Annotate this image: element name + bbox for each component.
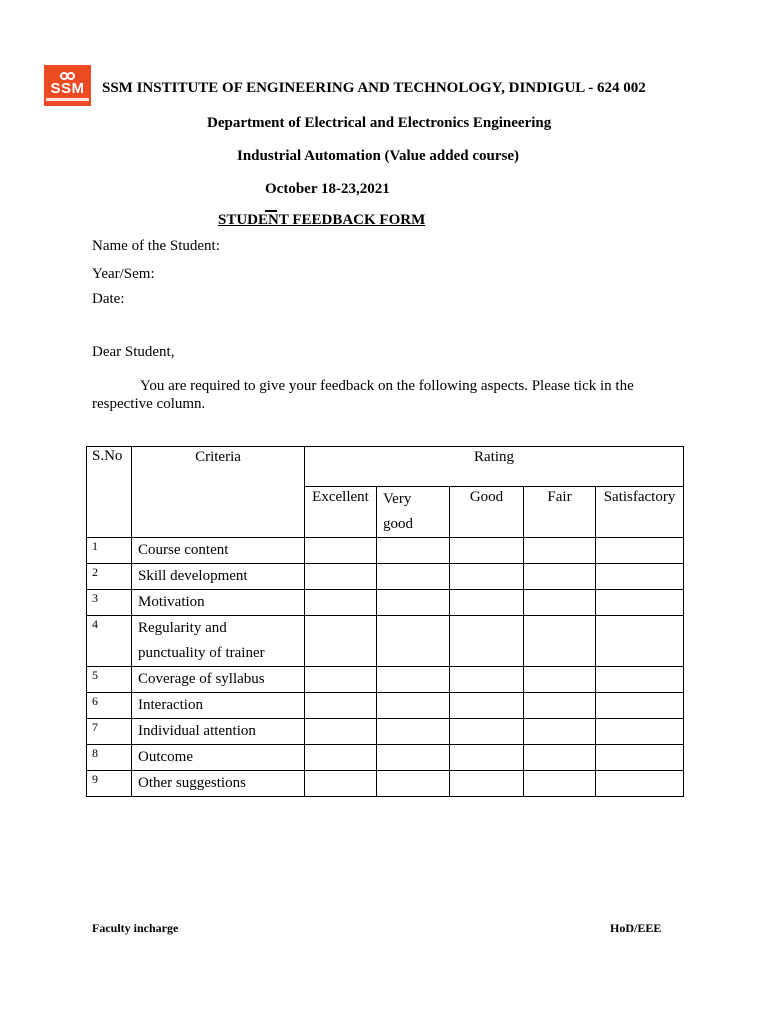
criteria-cell <box>132 538 305 564</box>
logo-tagline <box>46 98 89 101</box>
rating-tick-cell[interactable] <box>450 590 524 616</box>
institution-logo <box>44 65 91 106</box>
table-row <box>87 538 684 564</box>
table-header-row <box>87 447 684 487</box>
rating-tick-cell[interactable] <box>305 771 377 797</box>
row-number-cell <box>87 590 132 616</box>
rating-tick-cell[interactable] <box>377 616 450 667</box>
criteria-text: Other suggestions <box>138 775 246 791</box>
rating-tick-cell[interactable] <box>450 538 524 564</box>
rating-tick-cell[interactable] <box>377 719 450 745</box>
rating-tick-cell[interactable] <box>450 564 524 590</box>
rating-tick-cell[interactable] <box>596 693 684 719</box>
rating-good-header <box>450 487 524 538</box>
date-label: Date: <box>92 291 125 307</box>
rating-tick-cell[interactable] <box>450 667 524 693</box>
rating-tick-cell[interactable] <box>377 693 450 719</box>
instruction-paragraph: You are required to give your feedback on the following aspects. Please tick in the respective column. <box>92 378 634 412</box>
rating-tick-cell[interactable] <box>450 693 524 719</box>
form-title: STUDENT FEEDBACK FORM <box>218 212 426 228</box>
rating-very-good-header <box>377 487 450 538</box>
rating-tick-cell[interactable] <box>524 719 596 745</box>
table-row <box>87 590 684 616</box>
rating-tick-cell[interactable] <box>596 616 684 667</box>
row-number: 3 <box>92 591 98 605</box>
criteria-header <box>132 447 305 538</box>
table-row <box>87 667 684 693</box>
criteria-text: Interaction <box>138 697 203 713</box>
sno-header <box>87 447 132 538</box>
row-number: 6 <box>92 694 98 708</box>
row-number-cell <box>87 719 132 745</box>
department-name: Department of Electrical and Electronics Engineering <box>207 115 552 131</box>
criteria-text: Coverage of syllabus <box>138 671 265 687</box>
rating-tick-cell[interactable] <box>524 590 596 616</box>
rating-tick-cell[interactable] <box>596 771 684 797</box>
criteria-cell <box>132 771 305 797</box>
row-number-cell <box>87 538 132 564</box>
row-number: 7 <box>92 720 98 734</box>
row-number: 8 <box>92 746 98 760</box>
table-row <box>87 693 684 719</box>
row-number: 9 <box>92 772 98 786</box>
row-number: 2 <box>92 565 98 579</box>
criteria-cell <box>132 667 305 693</box>
institution-name: SSM INSTITUTE OF ENGINEERING AND TECHNOLOGY, DINDIGUL - 624 002 <box>102 80 646 96</box>
rating-tick-cell[interactable] <box>450 771 524 797</box>
row-number: 4 <box>92 617 98 631</box>
table-row <box>87 745 684 771</box>
logo-text: SSM <box>50 80 85 97</box>
rating-tick-cell[interactable] <box>377 564 450 590</box>
row-number-cell <box>87 667 132 693</box>
rating-tick-cell[interactable] <box>305 719 377 745</box>
rating-tick-cell[interactable] <box>596 667 684 693</box>
rating-tick-cell[interactable] <box>377 771 450 797</box>
row-number: 1 <box>92 539 98 553</box>
rating-tick-cell[interactable] <box>377 538 450 564</box>
row-number-cell <box>87 771 132 797</box>
rating-tick-cell[interactable] <box>524 616 596 667</box>
rating-header-text: Rating <box>474 449 515 465</box>
rating-excellent-header <box>305 487 377 538</box>
course-name: Industrial Automation (Value added course) <box>237 148 519 164</box>
rating-very-good-text: Very good <box>383 491 413 532</box>
rating-tick-cell[interactable] <box>524 745 596 771</box>
rating-good-text: Good <box>469 489 504 505</box>
salutation: Dear Student, <box>92 344 175 360</box>
rating-tick-cell[interactable] <box>596 590 684 616</box>
rating-tick-cell[interactable] <box>377 667 450 693</box>
course-dates: October 18-23,2021 <box>265 181 390 197</box>
rating-tick-cell[interactable] <box>596 719 684 745</box>
faculty-incharge-label: Faculty incharge <box>92 921 179 935</box>
rating-tick-cell[interactable] <box>305 590 377 616</box>
rating-tick-cell[interactable] <box>524 771 596 797</box>
rating-tick-cell[interactable] <box>377 590 450 616</box>
rating-tick-cell[interactable] <box>450 719 524 745</box>
year-sem-label: Year/Sem: <box>92 266 155 282</box>
rating-tick-cell[interactable] <box>524 564 596 590</box>
rating-tick-cell[interactable] <box>305 745 377 771</box>
criteria-cell <box>132 616 305 667</box>
rating-tick-cell[interactable] <box>596 564 684 590</box>
student-name-label: Name of the Student: <box>92 238 220 254</box>
rating-tick-cell[interactable] <box>305 667 377 693</box>
rating-tick-cell[interactable] <box>305 564 377 590</box>
criteria-text: Skill development <box>138 568 248 584</box>
rating-tick-cell[interactable] <box>450 745 524 771</box>
rating-tick-cell[interactable] <box>305 693 377 719</box>
rating-excellent-text: Excellent <box>312 489 369 505</box>
rating-satisfactory-header <box>596 487 684 538</box>
rating-tick-cell[interactable] <box>305 616 377 667</box>
rating-fair-text: Fair <box>547 489 572 505</box>
row-number-cell <box>87 564 132 590</box>
criteria-text: Outcome <box>138 749 193 765</box>
row-number-cell <box>87 616 132 667</box>
criteria-text: Motivation <box>138 594 205 610</box>
rating-tick-cell[interactable] <box>377 745 450 771</box>
rating-header <box>305 447 684 487</box>
row-number-cell <box>87 745 132 771</box>
hod-label: HoD/EEE <box>610 921 662 935</box>
rating-tick-cell[interactable] <box>305 538 377 564</box>
feedback-table <box>86 446 684 797</box>
rating-tick-cell[interactable] <box>524 693 596 719</box>
rating-fair-header <box>524 487 596 538</box>
criteria-text: Individual attention <box>138 723 256 739</box>
table-row <box>87 719 684 745</box>
row-number-cell <box>87 693 132 719</box>
criteria-cell <box>132 745 305 771</box>
criteria-text: Course content <box>138 542 229 558</box>
criteria-text: Regularity and punctuality of trainer <box>138 620 265 661</box>
table-row <box>87 564 684 590</box>
table-row <box>87 771 684 797</box>
sno-header-text: S.No <box>92 448 123 464</box>
rating-tick-cell[interactable] <box>596 745 684 771</box>
criteria-header-text: Criteria <box>195 449 241 465</box>
rating-tick-cell[interactable] <box>524 667 596 693</box>
table-row <box>87 616 684 667</box>
row-number: 5 <box>92 668 98 682</box>
criteria-cell <box>132 693 305 719</box>
rating-tick-cell[interactable] <box>596 538 684 564</box>
rating-tick-cell[interactable] <box>524 538 596 564</box>
criteria-cell <box>132 719 305 745</box>
rating-tick-cell[interactable] <box>450 616 524 667</box>
criteria-cell <box>132 564 305 590</box>
table-body <box>87 538 684 797</box>
criteria-cell <box>132 590 305 616</box>
rating-satisfactory-text: Satisfactory <box>603 489 676 505</box>
title-overline-mark <box>265 210 277 212</box>
